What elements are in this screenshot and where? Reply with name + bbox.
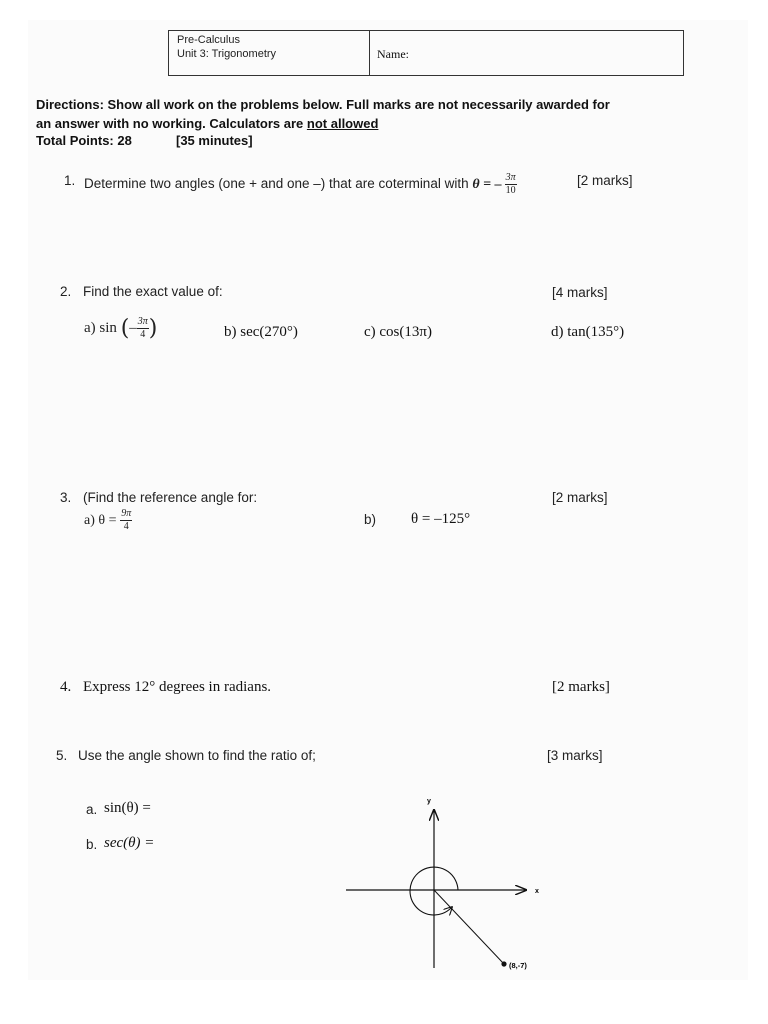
total-points: Total Points: 28 [36, 133, 132, 148]
question-3a [84, 509, 132, 532]
question-2-marks: [4 marks] [552, 285, 608, 300]
angle-diagram [340, 790, 560, 980]
header-table [168, 30, 684, 76]
question-1-text [84, 173, 517, 196]
question-2a-label: a) sin [84, 320, 117, 337]
question-2d: d) tan(135°) [551, 324, 625, 340]
directions-line1: Directions: Show all work on the problems below. Full marks are not necessarily awarded for [36, 97, 610, 112]
question-2b: b) sec(270°) [224, 324, 298, 340]
question-5b-expr: sec(θ) = [104, 835, 155, 851]
question-5-number: 5. [56, 748, 68, 763]
not-allowed-emphasis: not allowed [306, 116, 379, 131]
question-5b-label: b. [86, 837, 98, 852]
question-1-denominator: 10 [505, 185, 516, 196]
directions-line2 [36, 116, 378, 131]
question-1-number: 1. [64, 173, 76, 188]
question-4-marks: [2 marks] [552, 679, 610, 695]
directions-line2-text: an answer with no working. Calculators are [36, 116, 307, 131]
question-4-text: Express 12° degrees in radians. [83, 679, 272, 695]
point-label: (8,-7) [509, 961, 527, 970]
terminal-ray [434, 890, 504, 964]
question-3-text: (Find the reference angle for: [83, 490, 258, 505]
question-2a-denominator: 4 [140, 329, 146, 340]
question-2c: c) cos(13π) [364, 324, 432, 340]
question-2a-minus: – [129, 320, 137, 337]
question-1-fraction [505, 173, 517, 196]
question-3a-denominator: 4 [123, 521, 129, 532]
question-3b-label: b) [364, 512, 377, 527]
question-1-theta: θ = – [472, 177, 502, 193]
unit-title: Unit 3: Trigonometry [177, 48, 277, 60]
question-2-text: Find the exact value of: [83, 284, 223, 299]
terminal-point [501, 961, 506, 966]
question-3a-fraction [120, 509, 132, 532]
question-5-text: Use the angle shown to find the ratio of; [78, 748, 316, 763]
time-limit: [35 minutes] [176, 133, 253, 148]
question-2a: a) sin (– $\frac{3\pi}{4}$ ) [84, 316, 158, 341]
question-3-marks: [2 marks] [552, 490, 608, 505]
question-5a-label: a. [86, 802, 98, 817]
question-3-number: 3. [60, 490, 72, 505]
question-1-marks: [2 marks] [577, 173, 633, 188]
question-3a-label: a) θ = [84, 513, 117, 529]
course-title: Pre-Calculus [177, 34, 240, 46]
question-3a-numerator: 9π [121, 508, 132, 519]
question-5-marks: [3 marks] [547, 748, 603, 763]
question-5a-expr: sin(θ) = [104, 800, 151, 816]
question-1-prompt: Determine two angles (one + and one –) that are coterminal with [84, 176, 473, 192]
question-4-number: 4. [60, 679, 72, 695]
x-axis-label: x [535, 888, 539, 895]
question-1-numerator: 3π [505, 172, 516, 183]
header-course-cell [169, 31, 370, 75]
question-2-number: 2. [60, 284, 72, 299]
name-label: Name: [377, 47, 409, 61]
y-axis-label: y [427, 798, 431, 805]
question-3b-value: θ = –125° [411, 511, 471, 527]
question-2a-numerator: 3π [137, 316, 148, 327]
question-2a-fraction [137, 317, 149, 340]
